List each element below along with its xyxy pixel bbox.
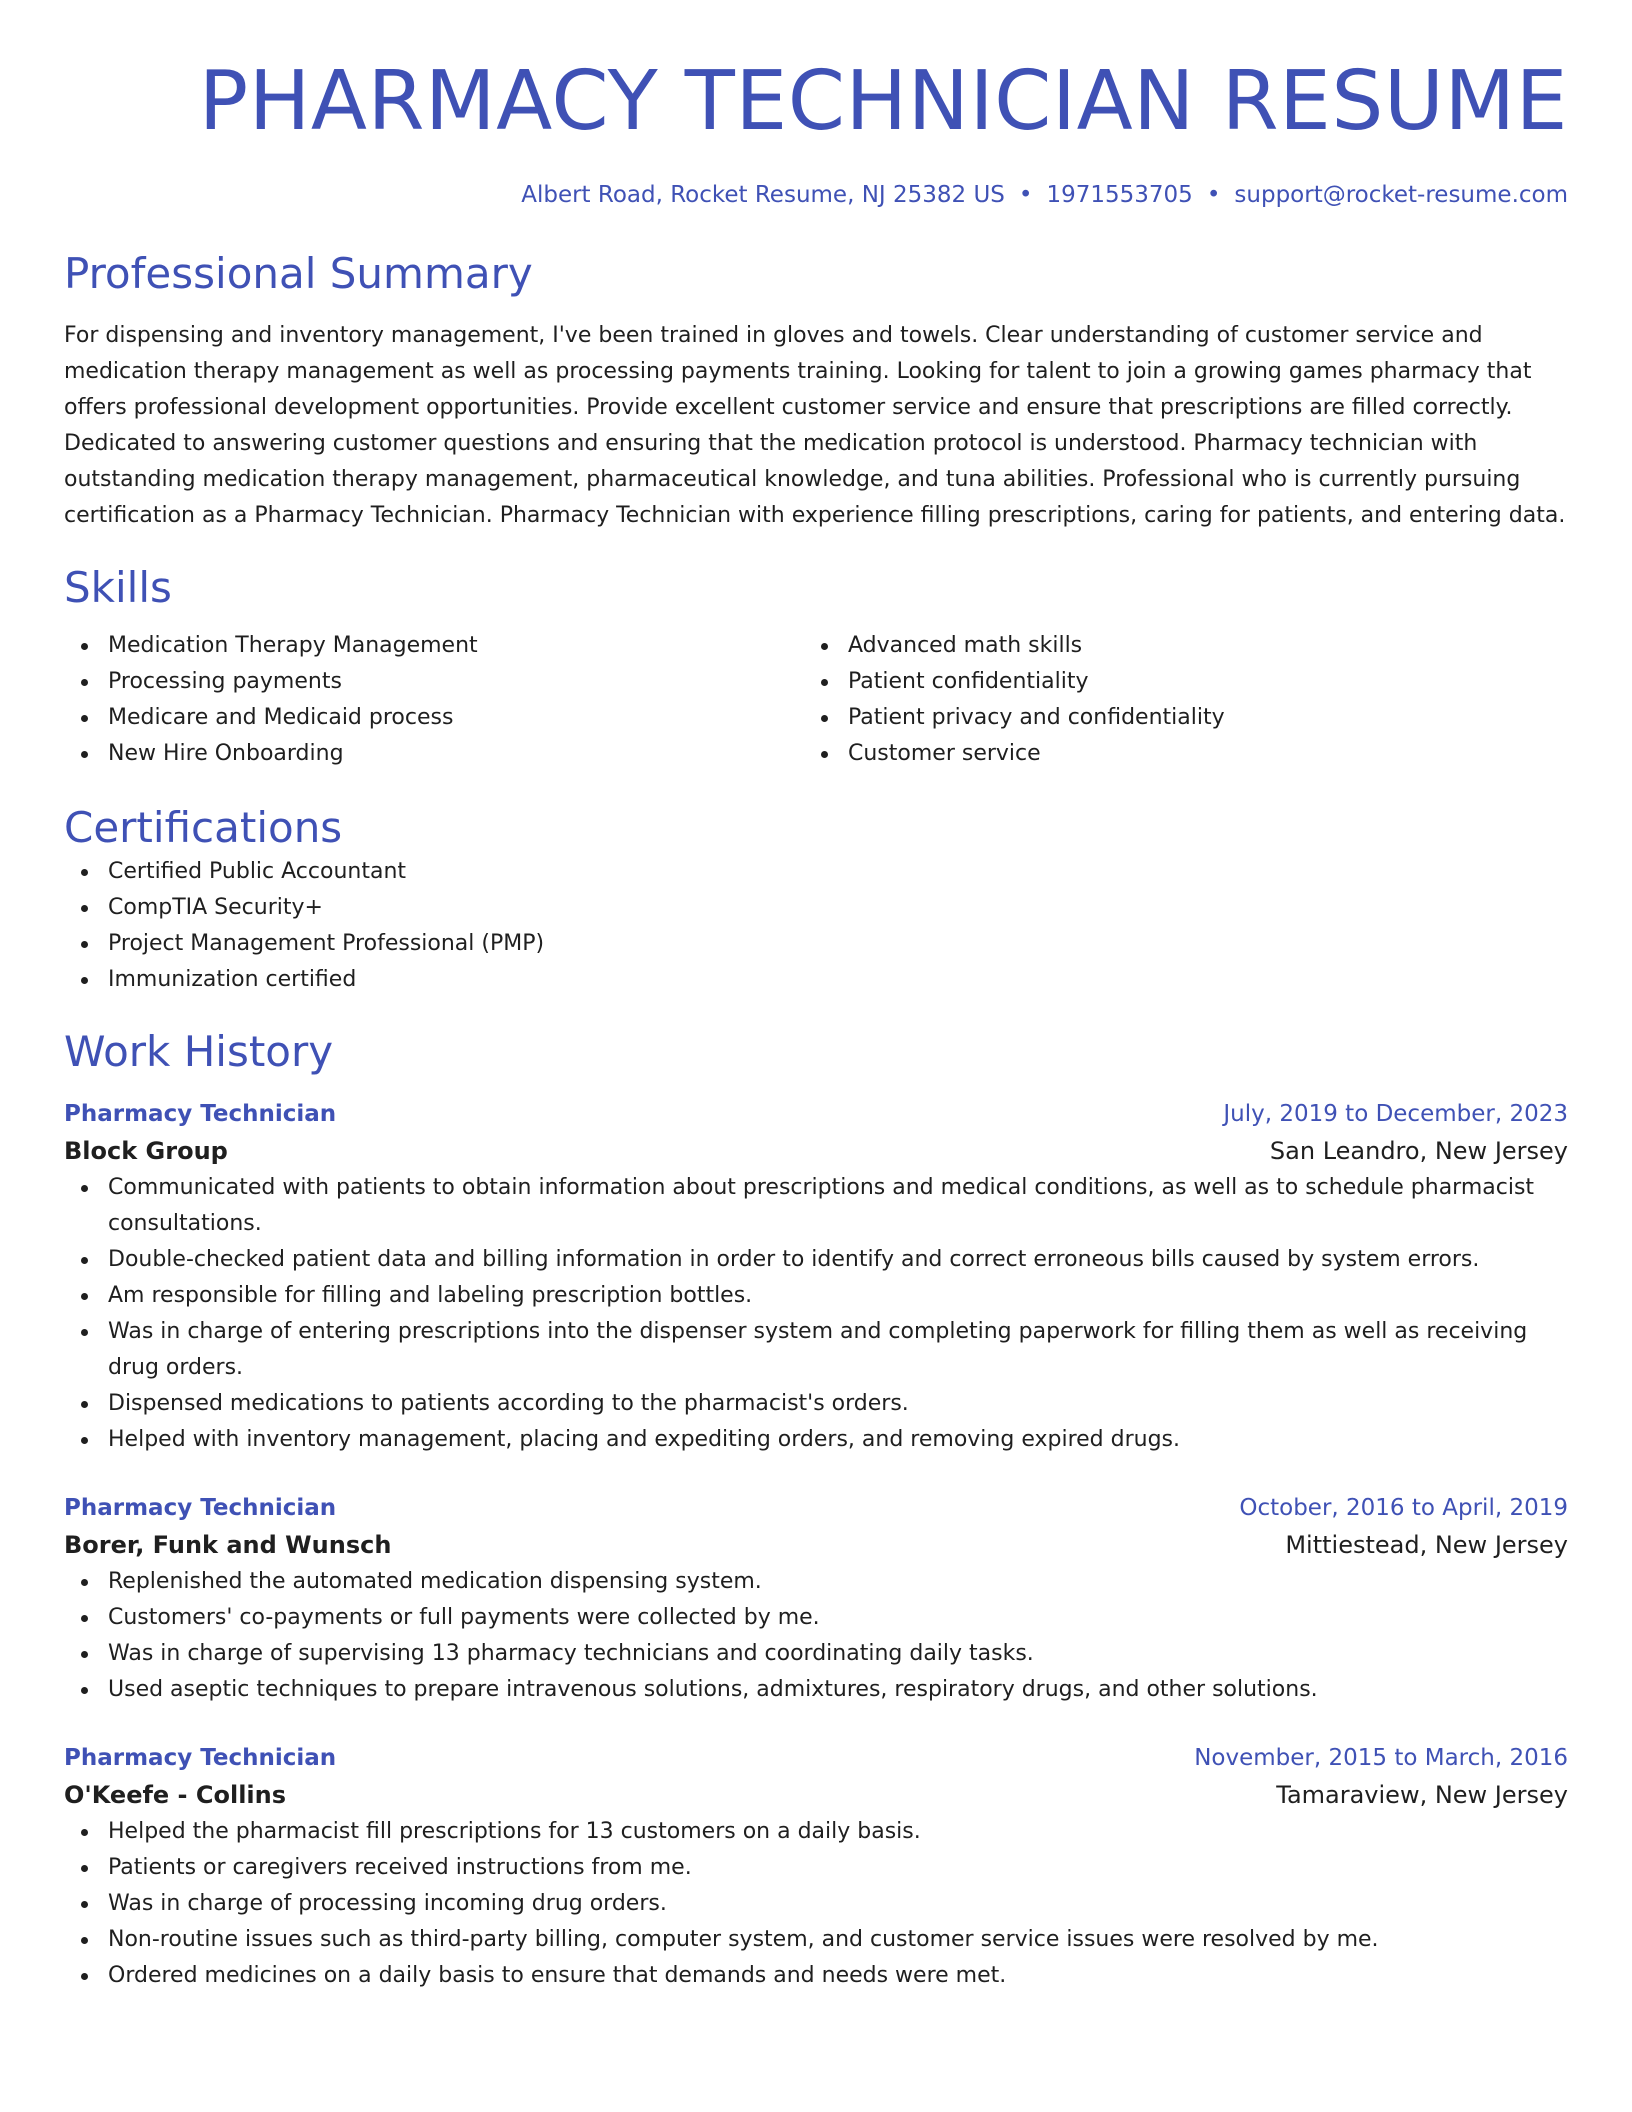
job-duty-item: Was in charge of processing incoming drug orders. <box>64 1886 1568 1922</box>
work-history-heading: Work History <box>64 1027 334 1076</box>
summary-section <box>64 248 1568 534</box>
job-duty-item: Helped with inventory management, placing and expediting orders, and removing expired drugs. <box>64 1422 1568 1458</box>
job-duties-list <box>64 1170 1568 1458</box>
job-duty-item: Communicated with patients to obtain information about prescriptions and medical conditions, as well as to schedule pharmacist consultations. <box>64 1170 1568 1242</box>
job-dates: July, 2019 to December, 2023 <box>1223 1101 1568 1127</box>
certifications-list <box>64 854 1568 998</box>
job-duty-item: Am responsible for filling and labeling prescription bottles. <box>64 1278 1568 1314</box>
job-company: Block Group <box>64 1137 228 1165</box>
job-entry <box>64 1490 1568 1708</box>
certification-item: CompTIA Security+ <box>64 890 1568 926</box>
job-title: Pharmacy Technician <box>64 1495 337 1521</box>
work-history-section <box>64 1026 1568 1994</box>
certifications-heading: Certifications <box>64 803 343 852</box>
job-duty-item: Was in charge of entering prescriptions into the dispenser system and completing paperwork for filling them as well as receiving drug orders. <box>64 1314 1568 1386</box>
skill-item: Customer service <box>804 736 1544 772</box>
job-entry <box>64 1096 1568 1458</box>
contact-separator: • <box>1206 182 1221 208</box>
resume-header <box>64 52 1568 210</box>
job-company: Borer, Funk and Wunsch <box>64 1531 392 1559</box>
job-duty-item: Replenished the automated medication dispensing system. <box>64 1564 1568 1600</box>
job-location: Tamaraview, New Jersey <box>1276 1781 1568 1809</box>
contact-phone: 1971553705 <box>1046 182 1193 208</box>
job-duties-list <box>64 1814 1568 1994</box>
skills-column-right <box>804 628 1544 772</box>
contact-separator: • <box>1018 182 1033 208</box>
job-duty-item: Double-checked patient data and billing information in order to identify and correct erroneous bills caused by system errors. <box>64 1242 1568 1278</box>
job-duty-item: Was in charge of supervising 13 pharmacy technicians and coordinating daily tasks. <box>64 1636 1568 1672</box>
skills-grid <box>64 628 1568 772</box>
job-duty-item: Non-routine issues such as third-party billing, computer system, and customer service issues were resolved by me. <box>64 1922 1568 1958</box>
resume-title: PHARMACY TECHNICIAN RESUME <box>198 54 1568 149</box>
job-dates: October, 2016 to April, 2019 <box>1239 1495 1568 1521</box>
skill-item: Medicare and Medicaid process <box>64 700 804 736</box>
skills-heading: Skills <box>64 563 172 612</box>
job-dates: November, 2015 to March, 2016 <box>1194 1745 1568 1771</box>
job-title: Pharmacy Technician <box>64 1101 337 1127</box>
job-title: Pharmacy Technician <box>64 1745 337 1771</box>
job-location: Mittiestead, New Jersey <box>1285 1531 1568 1559</box>
job-company: O'Keefe - Collins <box>64 1781 287 1809</box>
job-duty-item: Used aseptic techniques to prepare intravenous solutions, admixtures, respiratory drugs, and other solutions. <box>64 1672 1568 1708</box>
job-duty-item: Patients or caregivers received instructions from me. <box>64 1850 1568 1886</box>
certifications-section <box>64 802 1568 998</box>
skill-item: New Hire Onboarding <box>64 736 804 772</box>
job-duty-item: Helped the pharmacist fill prescriptions for 13 customers on a daily basis. <box>64 1814 1568 1850</box>
certification-item: Immunization certified <box>64 962 1568 998</box>
summary-heading: Professional Summary <box>64 249 533 298</box>
summary-text: For dispensing and inventory management, I've been trained in gloves and towels. Clear understanding of customer service and medication therapy management as well as processing payments training. Looking for talent to join a growing games pharmacy that offers professional development opportunities. Provide excellent customer service and ensure that prescriptions are filled correctly. Dedicated to answering customer questions and ensuring that the medication protocol is understood. Pharmacy technician with outstanding medication therapy management, pharmaceutical knowledge, and tuna abilities. Professional who is currently pursuing certification as a Pharmacy Technician. Pharmacy Technician with experience filling prescriptions, caring for patients, and entering data. <box>64 323 1566 528</box>
contact-line <box>64 180 1568 210</box>
skill-item: Patient confidentiality <box>804 664 1544 700</box>
skill-item: Advanced math skills <box>804 628 1544 664</box>
job-duty-item: Ordered medicines on a daily basis to ensure that demands and needs were met. <box>64 1958 1568 1994</box>
skills-column-left <box>64 628 804 772</box>
job-duty-item: Dispensed medications to patients according to the pharmacist's orders. <box>64 1386 1568 1422</box>
contact-email: support@rocket-resume.com <box>1234 182 1568 208</box>
skill-item: Patient privacy and confidentiality <box>804 700 1544 736</box>
job-duty-item: Customers' co-payments or full payments were collected by me. <box>64 1600 1568 1636</box>
job-location: San Leandro, New Jersey <box>1269 1137 1568 1165</box>
skill-item: Processing payments <box>64 664 804 700</box>
certification-item: Project Management Professional (PMP) <box>64 926 1568 962</box>
certification-item: Certified Public Accountant <box>64 854 1568 890</box>
job-duties-list <box>64 1564 1568 1708</box>
job-entry <box>64 1740 1568 1994</box>
skills-section <box>64 562 1568 772</box>
skill-item: Medication Therapy Management <box>64 628 804 664</box>
contact-address: Albert Road, Rocket Resume, NJ 25382 US <box>521 182 1005 208</box>
